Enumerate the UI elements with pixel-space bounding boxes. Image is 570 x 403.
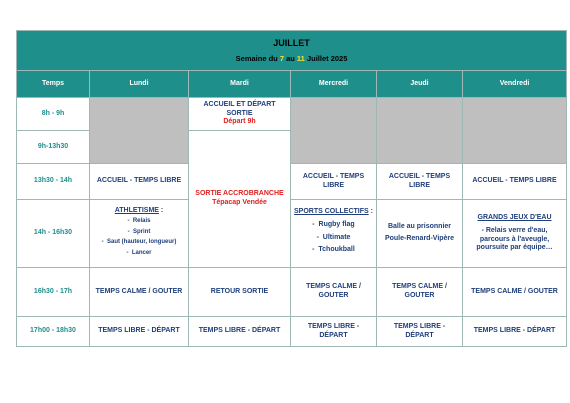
header-temps: Temps [17, 71, 90, 98]
mardi-morning-cell: ACCUEIL ET DÉPART SORTIE Départ 9h [189, 98, 291, 131]
calme-lundi: TEMPS CALME / GOUTER [90, 268, 189, 317]
accueil-jeudi: ACCUEIL - TEMPS LIBRE [377, 164, 463, 200]
table-row [17, 317, 567, 347]
depart-lundi: TEMPS LIBRE - DÉPART [90, 317, 189, 347]
depart-mardi: TEMPS LIBRE - DÉPART [189, 317, 291, 347]
jeudi-activity-cell: Balle au prisonnier Poule-Renard-Vipère [377, 200, 463, 268]
table-row [17, 200, 567, 268]
time-slot: 9h-13h30 [17, 131, 90, 164]
time-slot: 14h - 16h30 [17, 200, 90, 268]
depart-mercredi: TEMPS LIBRE - DÉPART [291, 317, 377, 347]
header-vendredi: Vendredi [463, 71, 567, 98]
schedule-title [17, 31, 567, 71]
time-slot: 13h30 - 14h [17, 164, 90, 200]
depart-vendredi: TEMPS LIBRE - DÉPART [463, 317, 567, 347]
empty-cell [90, 98, 189, 164]
header-row [17, 71, 567, 98]
accueil-lundi: ACCUEIL - TEMPS LIBRE [90, 164, 189, 200]
header-jeudi: Jeudi [377, 71, 463, 98]
table-row [17, 164, 567, 200]
vendredi-activity-cell: GRANDS JEUX D'EAU - Relais verre d'eau, parcours à l'aveugle, poursuite par équipe… [463, 200, 567, 268]
calme-mercredi: TEMPS CALME / GOUTER [291, 268, 377, 317]
header-mercredi: Mercredi [291, 71, 377, 98]
mercredi-activity-cell: SPORTS COLLECTIFS : - Rugby flag - Ultimate - Tchoukball [291, 200, 377, 268]
header-mardi: Mardi [189, 71, 291, 98]
week-subtitle: Semaine du 7 au 11 Juillet 2025 [235, 53, 348, 63]
depart-jeudi: TEMPS LIBRE - DÉPART [377, 317, 463, 347]
time-slot: 17h00 - 18h30 [17, 317, 90, 347]
header-lundi: Lundi [90, 71, 189, 98]
time-slot: 16h30 - 17h [17, 268, 90, 317]
empty-cell [291, 98, 377, 164]
accueil-vendredi: ACCUEIL - TEMPS LIBRE [463, 164, 567, 200]
table-row [17, 98, 567, 131]
mardi-sortie-cell: SORTIE ACCROBRANCHE Tépacap Vendée [189, 131, 291, 268]
accueil-mercredi: ACCUEIL - TEMPS LIBRE [291, 164, 377, 200]
weekly-schedule-table [16, 30, 567, 347]
table-row [17, 268, 567, 317]
month-title: JUILLET [273, 37, 310, 48]
retour-sortie-mardi: RETOUR SORTIE [189, 268, 291, 317]
empty-cell [377, 98, 463, 164]
calme-jeudi: TEMPS CALME / GOUTER [377, 268, 463, 317]
calme-vendredi: TEMPS CALME / GOUTER [463, 268, 567, 317]
empty-cell [463, 98, 567, 164]
lundi-activity-cell: ATHLETISME : - Relais - Sprint - Saut (hauteur, longueur) - Lancer [90, 200, 189, 268]
time-slot: 8h - 9h [17, 98, 90, 131]
